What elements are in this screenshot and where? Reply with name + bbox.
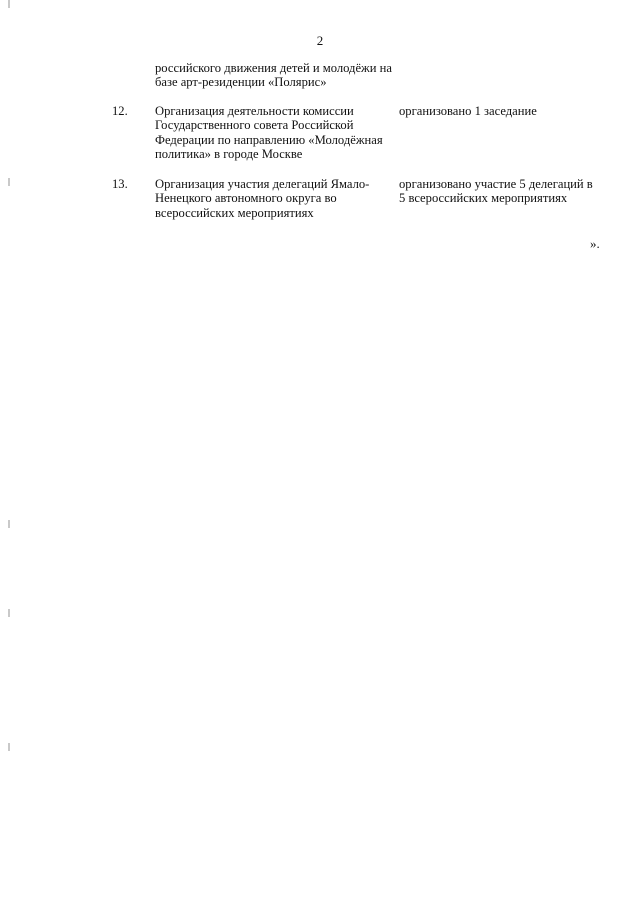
- margin-mark: [8, 0, 10, 8]
- row-description: Организация деятельности комиссии Государственного совета Российской Федерации по направлению «Молодёжная политика» в городе Москве: [155, 104, 383, 161]
- row-result: организовано 1 заседание: [399, 104, 537, 118]
- row-description: российского движения детей и молодёжи на базе арт-резиденции «Полярис»: [155, 61, 392, 90]
- closing-quote-mark: ».: [590, 236, 600, 251]
- margin-mark: [8, 178, 10, 186]
- row-number: 12.: [112, 104, 128, 118]
- row-description: Организация участия делегаций Ямало-Ненецкого автономного округа во всероссийских мероприятиях: [155, 177, 370, 220]
- margin-mark: [8, 520, 10, 528]
- row-result: организовано участие 5 делегаций в 5 всероссийских мероприятиях: [399, 177, 593, 206]
- row-number: 13.: [112, 177, 128, 191]
- margin-mark: [8, 743, 10, 751]
- page-number: 2: [316, 33, 324, 48]
- margin-mark: [8, 609, 10, 617]
